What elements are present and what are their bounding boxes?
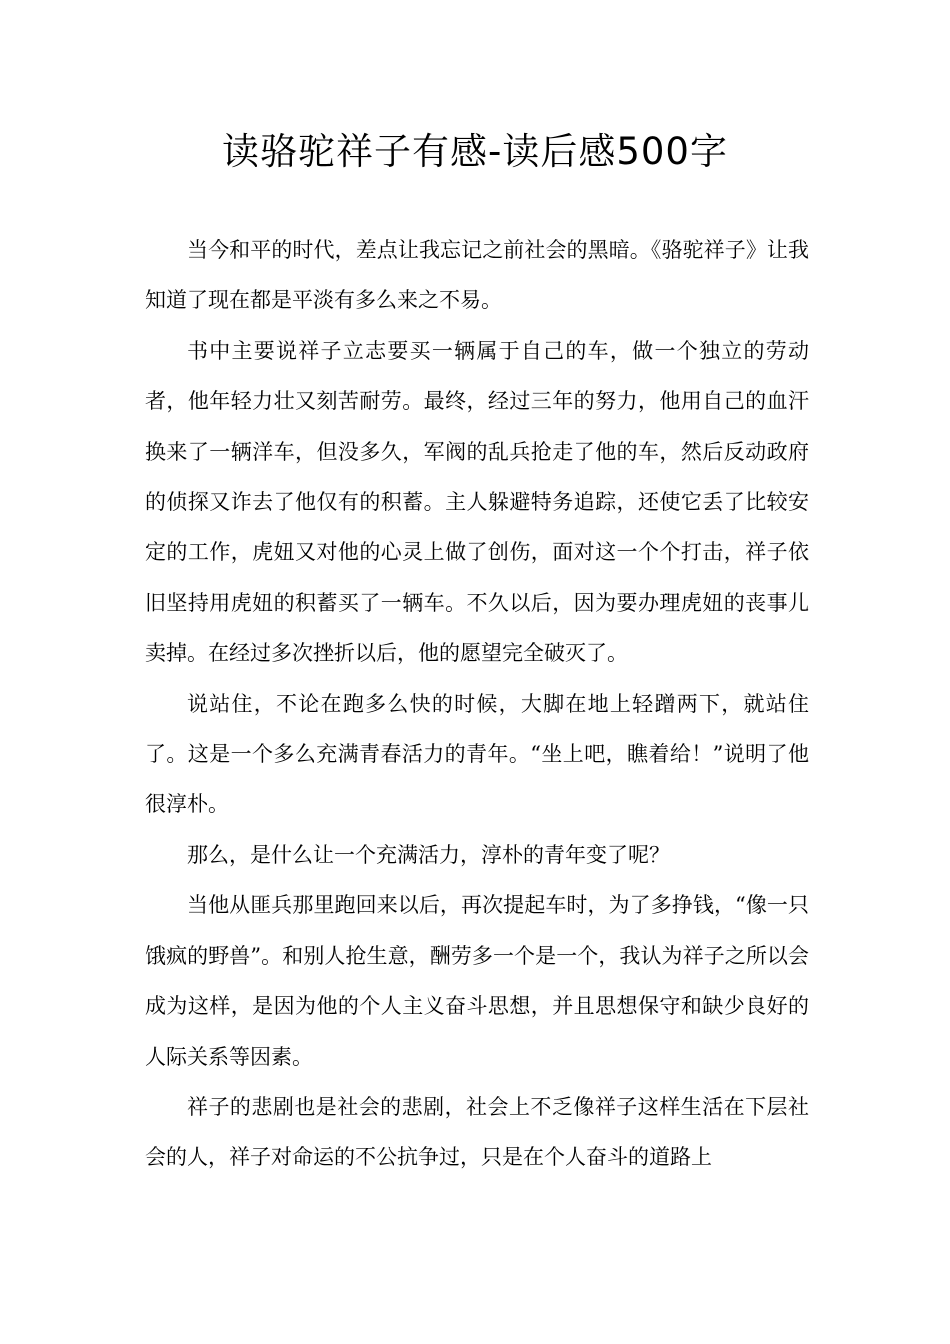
paragraph: 当今和平的时代，差点让我忘记之前社会的黑暗。《骆驼祥子》让我知道了现在都是平淡有多么来之不易。 xyxy=(145,238,809,313)
paragraph: 书中主要说祥子立志要买一辆属于自己的车，做一个独立的劳动者，他年轻力壮又刻苦耐劳。最终，经过三年的努力，他用自己的血汗换来了一辆洋车，但没多久，军阀的乱兵抢走了他的车，然后反动政府的侦探又诈去了他仅有的积蓄。主人躲避特务追踪，还使它丢了比较安定的工作，虎妞又对他的心灵上做了创伤，面对这一个个打击，祥子依旧坚持用虎妞的积蓄买了一辆车。不久以后，因为要办理虎妞的丧事儿卖掉。在经过多次挫折以后，他的愿望完全破灭了。 xyxy=(145,338,809,666)
document-title: 读骆驼祥子有感-读后感500字 xyxy=(222,130,728,173)
paragraph: 说站住，不论在跑多么快的时候，大脚在地上轻蹭两下，就站住了。这是一个多么充满青春活力的青年。“坐上吧，瞧着给！”说明了他很淳朴。 xyxy=(145,691,809,817)
paragraph: 当他从匪兵那里跑回来以后，再次提起车时，为了多挣钱，“像一只饿疯的野兽”。和别人抢生意，酬劳多一个是一个，我认为祥子之所以会成为这样，是因为他的个人主义奋斗思想，并且思想保守和缺少良好的人际关系等因素。 xyxy=(145,893,809,1069)
document-body xyxy=(145,225,809,1183)
paragraph: 那么，是什么让一个充满活力，淳朴的青年变了呢？ xyxy=(187,842,670,867)
paragraph: 祥子的悲剧也是社会的悲剧，社会上不乏像祥子这样生活在下层社会的人，祥子对命运的不公抗争过，只是在个人奋斗的道路上 xyxy=(145,1094,809,1170)
